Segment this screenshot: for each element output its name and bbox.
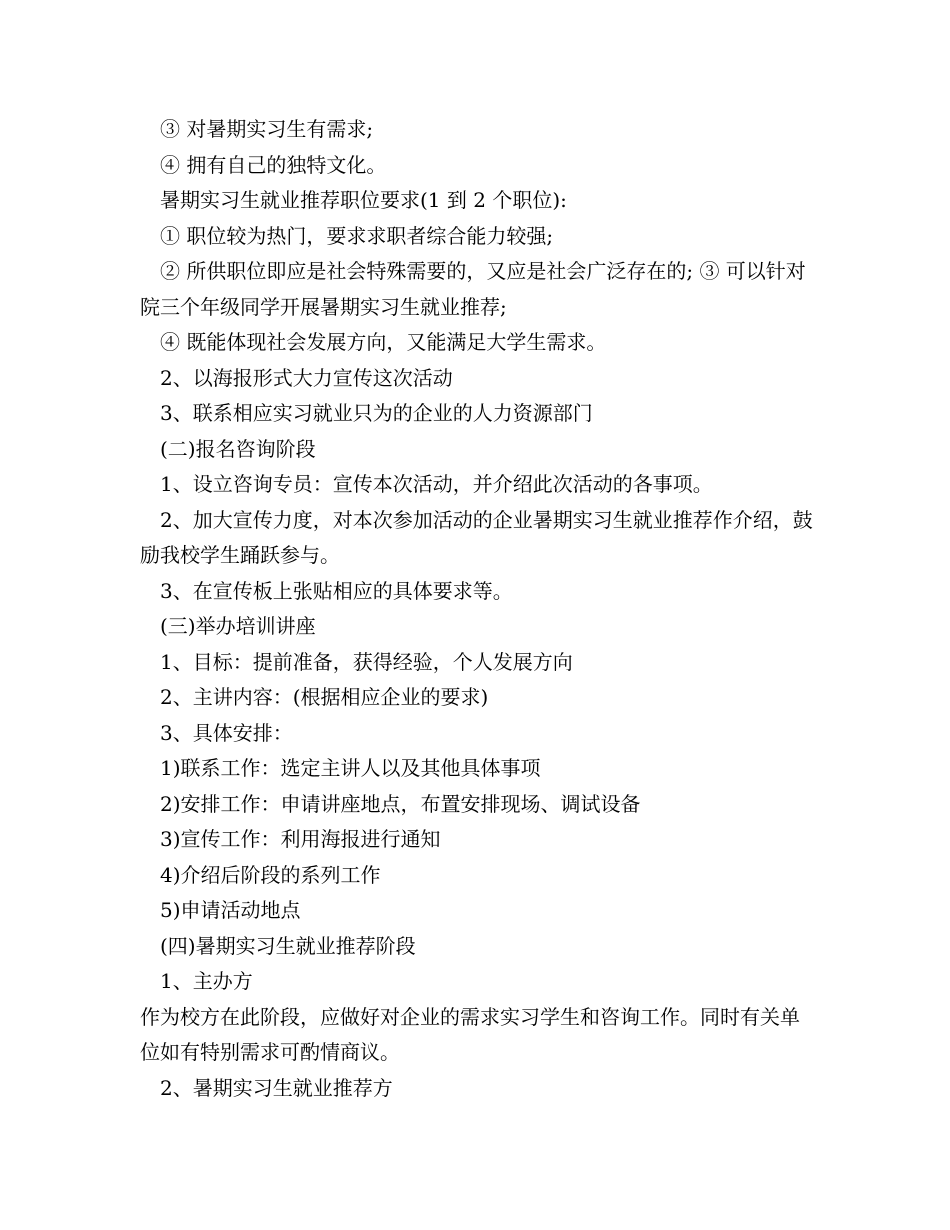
paragraph: 1、主办方 — [160, 969, 253, 993]
paragraph: 暑期实习生就业推荐职位要求(1 到 2 个职位): — [160, 188, 567, 212]
section-heading: (三)举办培训讲座 — [160, 614, 316, 638]
document-body — [140, 112, 815, 1106]
paragraph: 3、具体安排： — [160, 720, 293, 745]
paragraph: 1)联系工作：选定主讲人以及其他具体事项 — [160, 756, 541, 780]
section-heading: (二)报名咨询阶段 — [160, 436, 316, 461]
paragraph: 2、主讲内容：(根据相应企业的要求) — [160, 685, 489, 709]
paragraph: ④ 既能体现社会发展方向，又能满足大学生需求。 — [160, 330, 607, 354]
paragraph: 5)申请活动地点 — [160, 898, 301, 922]
paragraph: 3、在宣传板上张贴相应的具体要求等。 — [160, 578, 513, 603]
paragraph: 2、以海报形式大力宣传这次活动 — [160, 365, 453, 390]
paragraph: 4)介绍后阶段的系列工作 — [160, 862, 381, 887]
paragraph: 3)宣传工作：利用海报进行通知 — [160, 827, 441, 851]
paragraph: 1、设立咨询专员：宣传本次活动，并介绍此次活动的各事项。 — [160, 472, 713, 496]
paragraph: 作为校方在此阶段，应做好对企业的需求实习学生和咨询工作。同时有关单位如有特别需求可酌情商议。 — [140, 1004, 800, 1064]
paragraph: 3、联系相应实习就业只为的企业的人力资源部门 — [160, 401, 593, 425]
paragraph: ① 职位较为热门，要求求职者综合能力较强; — [160, 223, 554, 248]
paragraph: ③ 对暑期实习生有需求; — [160, 117, 374, 141]
paragraph: 2)安排工作：申请讲座地点，布置安排现场、调试设备 — [160, 791, 641, 816]
paragraph: ④ 拥有自己的独特文化。 — [160, 152, 387, 177]
paragraph: 1、目标：提前准备，获得经验，个人发展方向 — [160, 649, 573, 674]
paragraph: ② 所供职位即应是社会特殊需要的，又应是社会广泛存在的; ③ 可以针对院三个年级同学开展暑期实习生就业推荐; — [140, 259, 806, 319]
paragraph: 2、加大宣传力度，对本次参加活动的企业暑期实习生就业推荐作介绍，鼓励我校学生踊跃参与。 — [140, 507, 813, 567]
section-heading: (四)暑期实习生就业推荐阶段 — [160, 933, 416, 958]
paragraph: 2、暑期实习生就业推荐方 — [160, 1075, 393, 1100]
